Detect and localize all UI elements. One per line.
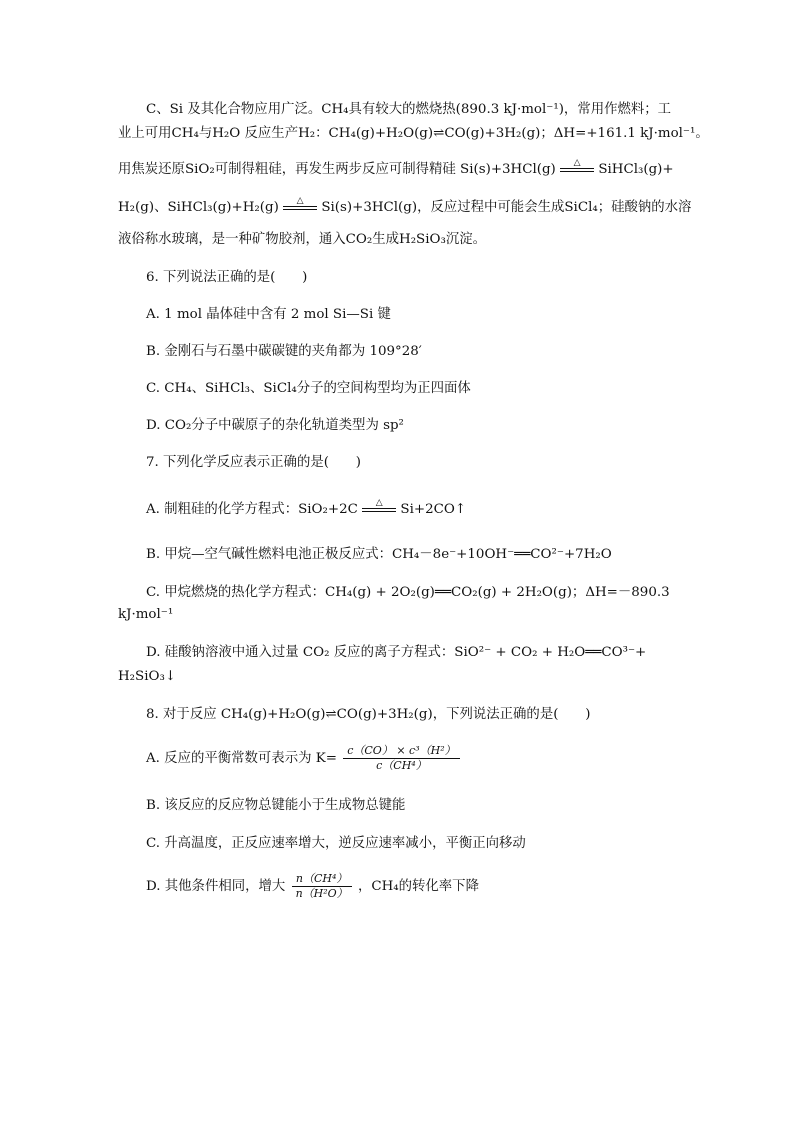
question-7-option-b: B. 甲烷—空气碱性燃料电池正极反应式：CH₄－8e⁻+10OH⁻══CO²⁻+7H₂O <box>146 547 612 562</box>
question-8-option-a-text: A. 反应的平衡常数可表示为 K= <box>146 751 337 766</box>
passage-line-4-text: H₂(g)、SiHCl₃(g)+H₂(g) <box>118 200 279 215</box>
question-7-option-a-product: Si+2CO↑ <box>400 502 467 517</box>
question-7-option-c-line-2: kJ·mol⁻¹ <box>118 607 174 622</box>
question-7-option-c-line-1: C. 甲烷燃烧的热化学方程式：CH₄(g) + 2O₂(g)══CO₂(g) + 2H₂O(g)；ΔH=－890.3 <box>146 585 670 600</box>
question-6-option-c: C. CH₄、SiHCl₃、SiCl₄分子的空间构型均为正四面体 <box>146 381 471 396</box>
fraction-numerator: c（CO） × c³（H²） <box>343 744 459 759</box>
question-8-stem: 8. 对于反应 CH₄(g)+H₂O(g)⇌CO(g)+3H₂(g)，下列说法正确的是( ) <box>146 707 591 722</box>
question-6-stem: 6. 下列说法正确的是( ) <box>146 270 308 285</box>
question-6-option-a: A. 1 mol 晶体硅中含有 2 mol Si—Si 键 <box>146 307 391 322</box>
heat-reaction-arrow <box>283 195 317 216</box>
passage-line-3 <box>118 157 674 180</box>
heat-reaction-arrow <box>560 157 594 178</box>
equilibrium-constant-fraction <box>343 744 459 773</box>
question-8-option-a <box>146 744 462 773</box>
fraction-denominator: n（H²O） <box>295 887 348 900</box>
question-7-option-a-text: A. 制粗硅的化学方程式：SiO₂+2C <box>146 502 358 517</box>
passage-line-4 <box>118 195 692 218</box>
fraction-denominator: c（CH⁴） <box>376 759 427 772</box>
mole-ratio-fraction <box>292 872 352 901</box>
passage-line-3-text: 用焦炭还原SiO₂可制得粗硅，再发生两步反应可制得精硅 Si(s)+3HCl(g) <box>118 162 556 177</box>
passage-line-4-rest: Si(s)+3HCl(g)，反应过程中可能会生成SiCl₄；硅酸钠的水溶 <box>321 200 692 215</box>
heat-symbol: △ <box>375 497 383 508</box>
question-6-option-b: B. 金刚石与石墨中碳碳键的夹角都为 109°28′ <box>146 344 422 359</box>
question-6-option-d: D. CO₂分子中碳原子的杂化轨道类型为 sp² <box>146 418 404 433</box>
passage-line-1: C、Si 及其化合物应用广泛。CH₄具有较大的燃烧热(890.3 kJ·mol⁻¹)，常用作燃料；工 <box>146 102 672 117</box>
question-8-option-b: B. 该反应的反应物总键能小于生成物总键能 <box>146 798 406 813</box>
heat-symbol: △ <box>573 157 581 168</box>
question-7-stem: 7. 下列化学反应表示正确的是( ) <box>146 455 361 470</box>
question-8-option-d <box>146 872 479 901</box>
question-7-option-d-line-1: D. 硅酸钠溶液中通入过量 CO₂ 反应的离子方程式：SiO²⁻ + CO₂ + H₂O══CO³⁻+ <box>146 645 647 660</box>
heat-reaction-arrow <box>362 497 396 518</box>
fraction-numerator: n（CH⁴） <box>292 872 352 887</box>
passage-line-3-product: SiHCl₃(g)+ <box>598 162 674 177</box>
question-8-option-d-rest: ，CH₄的转化率下降 <box>357 879 479 894</box>
heat-symbol: △ <box>296 195 304 206</box>
passage-line-2: 业上可用CH₄与H₂O 反应生产H₂：CH₄(g)+H₂O(g)⇌CO(g)+3H₂(g)；ΔH=+161.1 kJ·mol⁻¹。 <box>118 126 709 141</box>
question-8-option-c: C. 升高温度，正反应速率增大，逆反应速率减小，平衡正向移动 <box>146 836 526 851</box>
question-7-option-a <box>146 497 467 520</box>
passage-line-5: 液俗称水玻璃，是一种矿物胶剂，通入CO₂生成H₂SiO₃沉淀。 <box>118 232 487 247</box>
question-7-option-d-line-2: H₂SiO₃↓ <box>118 669 177 684</box>
question-8-option-d-text: D. 其他条件相同，增大 <box>146 879 286 894</box>
